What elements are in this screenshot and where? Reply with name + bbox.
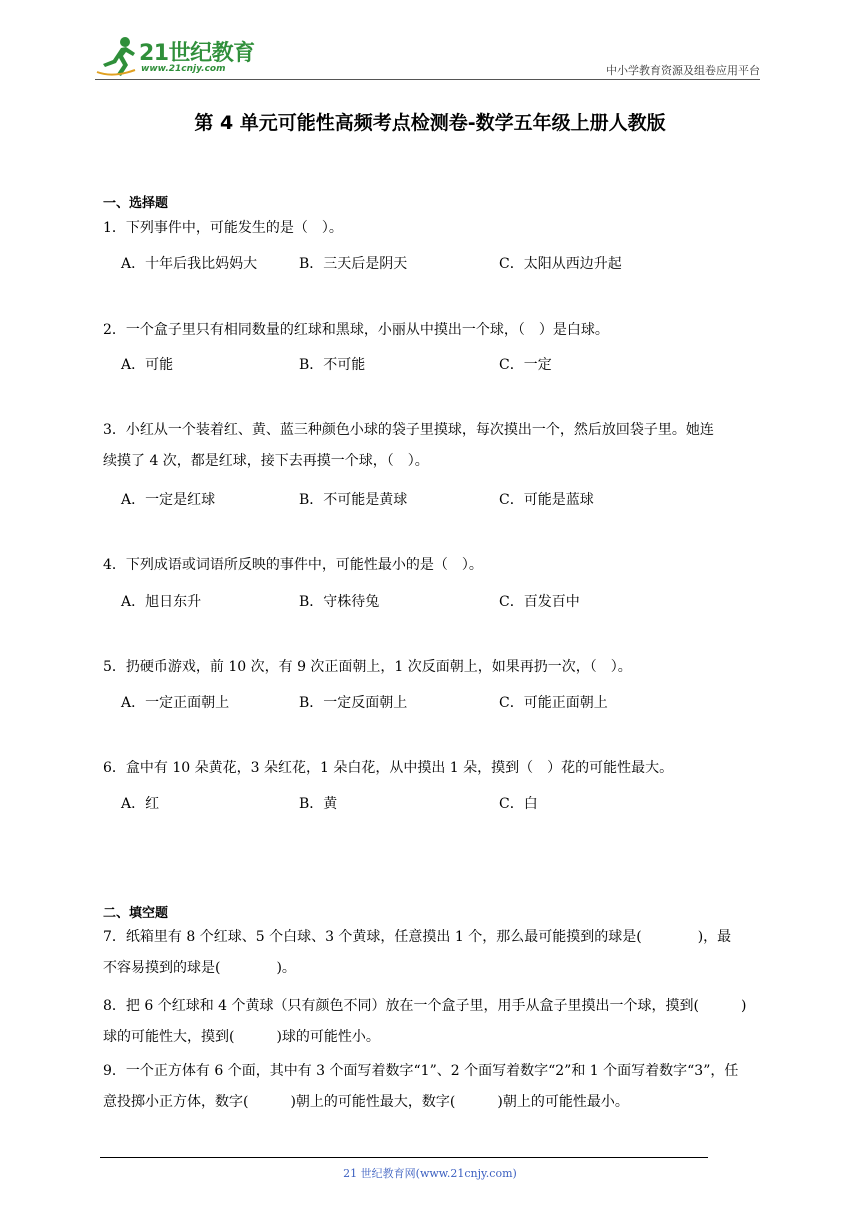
question-7-line-2: 不容易摸到的球是( )。 [103,960,296,976]
logo-url: www.21cnjy.com [141,64,226,74]
option-a: A．十年后我比妈妈大 [121,256,258,272]
option-b: B．三天后是阴天 [299,256,408,272]
option-a: A．一定是红球 [121,492,216,508]
question-7 [103,922,763,984]
question-9 [103,1056,763,1118]
option-a: A．一定正面朝上 [121,695,230,711]
question-7-line-1: 7．纸箱里有 8 个红球、5 个白球、3 个黄球，任意摸出 1 个，那么最可能摸到的球是( )，最 [103,929,732,945]
option-c: C．可能是蓝球 [499,492,594,508]
logo-text: 21世纪教育 [139,41,255,66]
question-8-line-1: 8．把 6 个红球和 4 个黄球（只有颜色不同）放在一个盒子里，用手从盒子里摸出一个球，摸到( ) [103,998,747,1014]
option-b: B．不可能 [299,357,366,373]
question-2-options [121,354,761,374]
option-c: C．太阳从西边升起 [499,256,622,272]
question-1: 1．下列事件中，可能发生的是（ ）。 [103,220,343,236]
question-5-options [121,692,761,712]
option-b: B．不可能是黄球 [299,492,408,508]
question-3-options [121,489,761,509]
footer-divider [100,1157,708,1158]
question-3-line-2: 续摸了 4 次，都是红球，接下去再摸一个球，（ ）。 [103,453,429,469]
option-b: B．一定反面朝上 [299,695,408,711]
question-4: 4．下列成语或词语所反映的事件中，可能性最小的是（ ）。 [103,557,483,573]
question-2: 2．一个盒子里只有相同数量的红球和黑球，小丽从中摸出一个球，（ ）是白球。 [103,322,609,338]
header-divider [95,79,760,80]
question-3-line-1: 3．小红从一个装着红、黄、蓝三种颜色小球的袋子里摸球，每次摸出一个，然后放回袋子里。她连 [103,422,714,438]
question-9-line-1: 9．一个正方体有 6 个面，其中有 3 个面写着数字“1”、2 个面写着数字“2”和 1 个面写着数字“3”，任 [103,1063,739,1079]
logo [95,34,255,78]
page-header [95,28,760,80]
question-8-line-2: 球的可能性大，摸到( )球的可能性小。 [103,1029,380,1045]
option-c: C．一定 [499,357,552,373]
question-6-options [121,793,761,813]
option-a: A．红 [121,796,160,812]
option-a: A．旭日东升 [121,594,202,610]
question-8 [103,991,763,1053]
page-title: 第 4 单元可能性高频考点检测卷-数学五年级上册人教版 [194,112,666,134]
section-heading-choice: 一、选择题 [103,196,169,211]
option-b: B．守株待兔 [299,594,380,610]
runner-logo-icon [95,34,139,78]
question-1-options [121,253,761,273]
platform-name: 中小学教育资源及组卷应用平台 [606,64,760,77]
question-4-options [121,591,761,611]
question-5: 5．扔硬币游戏，前 10 次，有 9 次正面朝上，1 次反面朝上，如果再扔一次，（ ）。 [103,659,632,675]
option-a: A．可能 [121,357,174,373]
option-c: C．白 [499,796,538,812]
option-c: C．可能正面朝上 [499,695,608,711]
question-6: 6．盒中有 10 朵黄花，3 朵红花，1 朵白花，从中摸出 1 朵，摸到（ ）花的可能性最大。 [103,760,674,776]
question-9-line-2: 意投掷小正方体，数字( )朝上的可能性最大，数字( )朝上的可能性最小。 [103,1094,629,1110]
option-b: B．黄 [299,796,338,812]
option-c: C．百发百中 [499,594,580,610]
section-heading-fill: 二、填空题 [103,906,169,921]
question-3 [103,415,763,477]
footer-link[interactable]: 21 世纪教育网(www.21cnjy.com) [343,1167,517,1180]
